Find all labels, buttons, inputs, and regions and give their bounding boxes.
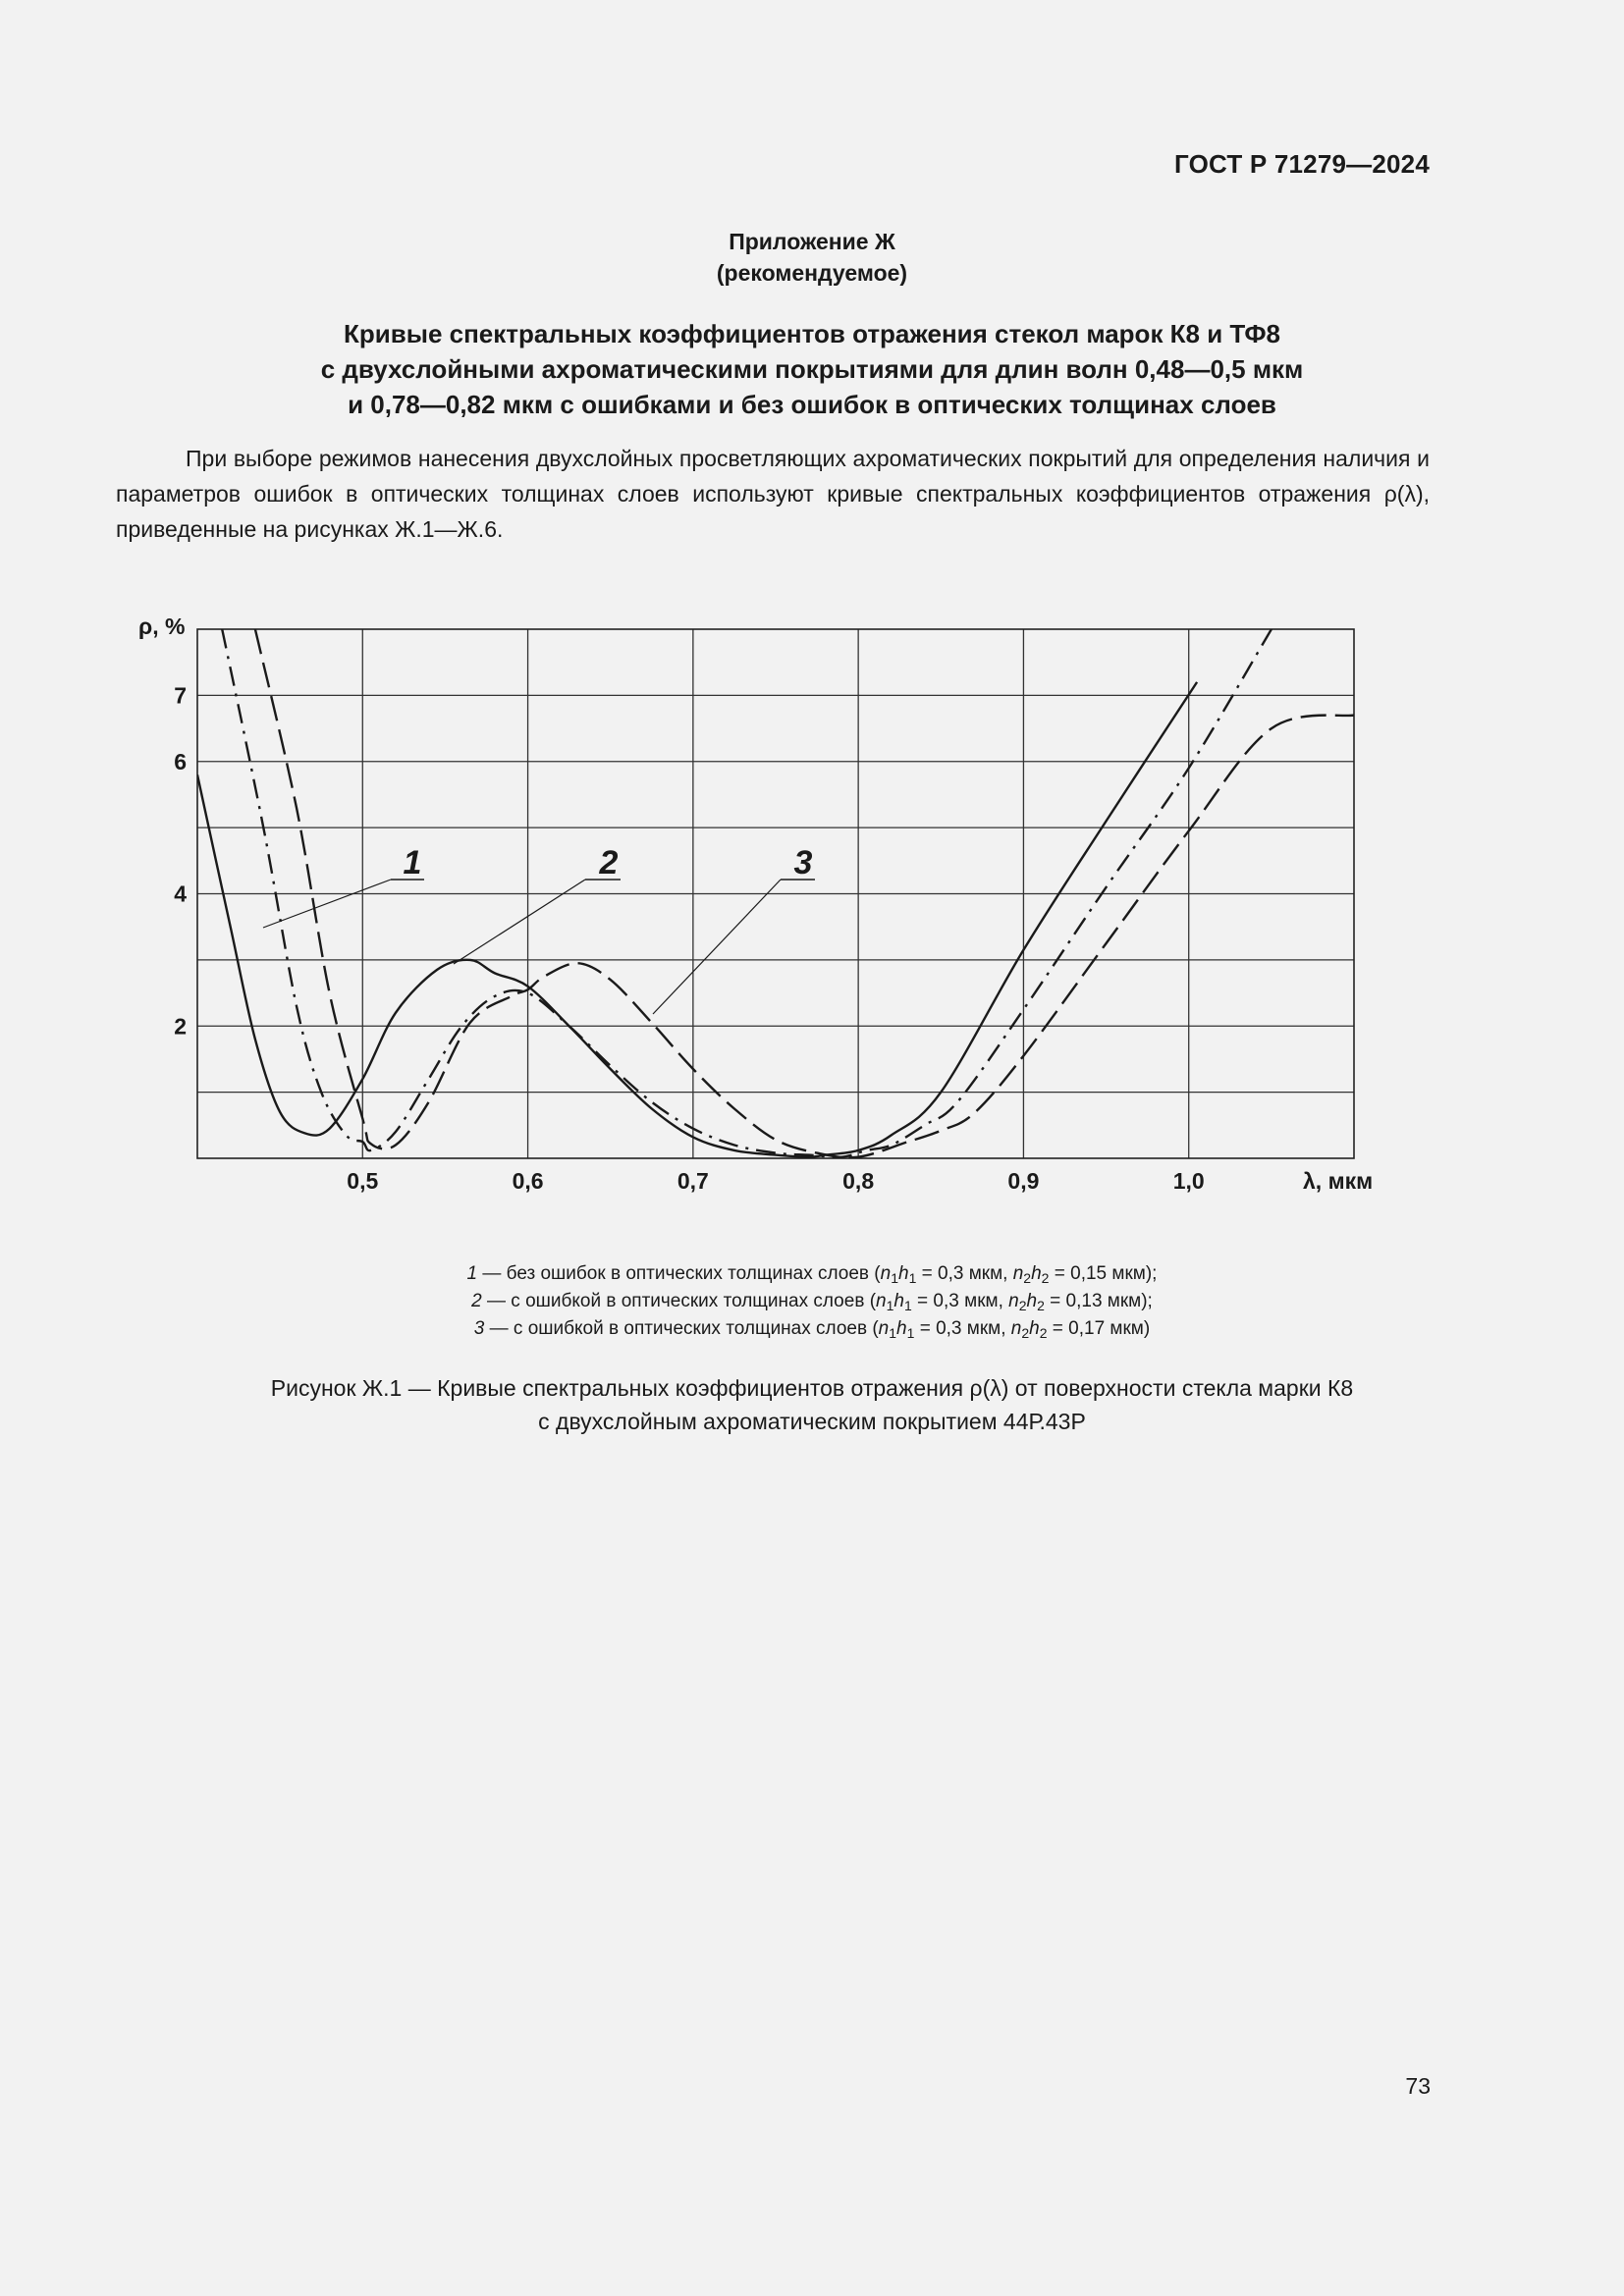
figure-legend [0,1260,1624,1343]
legend-subscript: 2 [1018,1298,1027,1313]
legend-symbol: n [1008,1291,1019,1311]
legend-text: — без ошибок в оптических толщинах слоев ( [477,1263,881,1284]
legend-value: = 0,17 мкм) [1047,1318,1151,1339]
legend-subscript: 1 [889,1325,897,1341]
figure-caption-line: Рисунок Ж.1 — Кривые спектральных коэффициентов отражения ρ(λ) от поверхности стекла марки К8 [270,1375,1354,1401]
legend-value: = 0,3 мкм, [914,1318,1011,1339]
legend-number: 1 [466,1263,478,1284]
x-tick-label: 0,7 [677,1168,709,1194]
x-tick-label: 0,6 [512,1168,544,1194]
legend-symbol: h [1029,1318,1040,1339]
legend-subscript: 1 [906,1325,915,1341]
x-axis-label: λ, мкм [1303,1168,1374,1194]
figure-caption [0,1371,1624,1438]
legend-symbol: n [1010,1318,1022,1339]
legend-number: 2 [471,1291,482,1311]
legend-subscript: 2 [1041,1270,1050,1286]
legend-value: = 0,15 мкм); [1049,1263,1158,1284]
section-title-line: с двухслойными ахроматическими покрытиями для длин волн 0,48—0,5 мкм [320,354,1304,384]
y-tick-label: 2 [174,1013,187,1040]
y-tick-label: 4 [174,881,187,907]
legend-symbol: n [1012,1263,1024,1284]
annex-status: (рекомендуемое) [716,260,908,286]
section-title-line: и 0,78—0,82 мкм с ошибками и без ошибок в оптических толщинах слоев [348,390,1276,419]
y-tick-label: 6 [174,748,187,774]
legend-symbol: h [893,1291,904,1311]
legend-item [0,1260,1624,1288]
legend-symbol: h [1026,1291,1038,1311]
x-tick-label: 0,5 [347,1168,379,1194]
curve-label-3: 3 [793,844,813,881]
legend-symbol: h [898,1263,909,1284]
section-title-line: Кривые спектральных коэффициентов отражения стекол марок К8 и ТФ8 [344,319,1280,348]
legend-subscript: 2 [1037,1298,1045,1313]
curve-label-1: 1 [403,844,422,881]
x-tick-label: 0,8 [842,1168,875,1194]
legend-item [0,1288,1624,1315]
legend-value: = 0,13 мкм); [1044,1291,1153,1311]
curve-label-leader [263,880,391,928]
standard-code: ГОСТ Р 71279—2024 [1174,149,1430,179]
annex-title: Приложение Ж [729,229,895,254]
legend-symbol: h [1031,1263,1042,1284]
x-tick-label: 1,0 [1172,1168,1205,1194]
legend-subscript: 2 [1023,1270,1032,1286]
legend-subscript: 1 [903,1298,912,1313]
intro-text: При выборе режимов нанесения двухслойных просветляющих ахроматических покрытий для определения наличия и параметров ошибок в оптических толщинах слоев используют кривые спектральных коэффициентов отражения ρ(λ), приведенные на рисунках Ж.1—Ж.6. [116,446,1430,542]
page-number: 73 [1405,2073,1431,2099]
legend-subscript: 1 [886,1298,894,1313]
legend-item [0,1315,1624,1343]
curve-label-2: 2 [599,844,619,881]
legend-text: — с ошибкой в оптических толщинах слоев ( [484,1318,879,1339]
curve-label-leader [454,880,585,964]
legend-symbol: n [876,1291,887,1311]
legend-number: 3 [473,1318,485,1339]
legend-text: — с ошибкой в оптических толщинах слоев ( [481,1291,877,1311]
legend-value: = 0,3 мкм, [916,1263,1013,1284]
legend-subscript: 1 [891,1270,898,1286]
figure-caption-line: с двухслойным ахроматическим покрытием 44Р.43Р [538,1409,1086,1434]
legend-symbol: n [880,1263,892,1284]
legend-value: = 0,3 мкм, [911,1291,1009,1311]
legend-symbol: n [878,1318,890,1339]
legend-subscript: 1 [908,1270,917,1286]
legend-symbol: h [896,1318,907,1339]
y-tick-label: 7 [174,682,187,709]
series-1-curve [197,682,1197,1157]
legend-subscript: 2 [1021,1325,1030,1341]
x-tick-label: 0,9 [1007,1168,1040,1194]
legend-subscript: 2 [1039,1325,1048,1341]
y-axis-label: ρ, % [138,614,186,639]
curve-label-leader [653,880,781,1014]
